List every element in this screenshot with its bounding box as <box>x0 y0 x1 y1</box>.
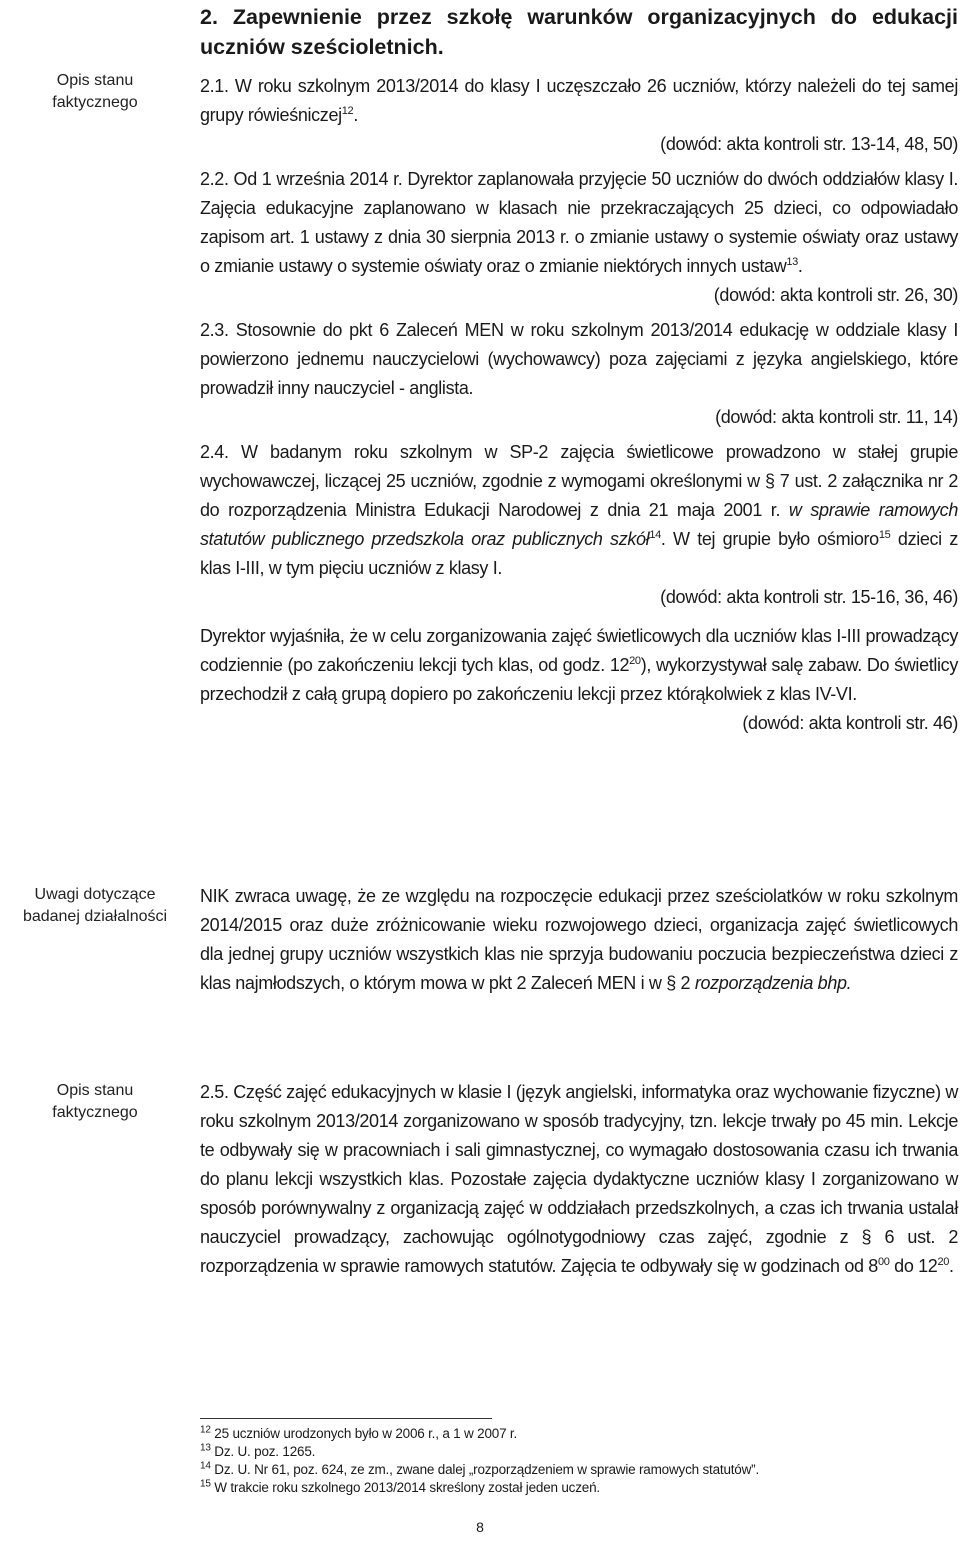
footnote-15: $^{15}$ W trakcie roku szkolnego 2013/2014 skreślony został jeden uczeń. <box>200 1478 600 1495</box>
footnote-separator <box>200 1418 492 1419</box>
main-content-uwagi <box>200 882 958 998</box>
side-label-uwagi: Uwagi dotyczące badanej działalności <box>22 886 168 925</box>
footnotes <box>200 1425 958 1497</box>
italic-act-title: w sprawie ramowych statutów publicznego przedszkola oraz publicznych szkół <box>200 500 958 549</box>
footnote-ref-15[interactable]: 15 <box>878 529 891 541</box>
footnote-13: $^{13}$ Dz. U. poz. 1265. <box>200 1442 316 1459</box>
footnote-ref-14[interactable]: 14 <box>649 529 661 541</box>
side-label-opis-stanu: Opis stanu faktycznego <box>52 72 138 111</box>
footnote-12: $^{12}$ 25 uczniów urodzonych było w 2006 r., a 1 w 2007 r. <box>200 1424 518 1441</box>
main-content-1 <box>200 72 958 738</box>
paragraph-uwagi: NIK zwraca uwagę, że ze względu na rozpoczęcie edukacji przez sześciolatków w roku szkolnym 2014/2015 oraz duże zróżnicowanie wieku rozwojowego dzieci, organizacja zajęć świetlicowych dla jednej grupy uczniów wszystkich klas nie sprzyja budowaniu poczucia bezpieczeństwa dzieci z klas najmłodszych, o którym mowa w pkt 2 Zaleceń MEN i w § 2 rozporządzenia bhp. <box>200 886 958 993</box>
main-content-2-5 <box>200 1078 958 1281</box>
page-number: 8 <box>476 1519 484 1535</box>
paragraph-2-3: 2.3. Stosownie do pkt 6 Zaleceń MEN w roku szkolnym 2013/2014 edukację w oddziale klasy I powierzono jednemu nauczycielowi (wychowawcy) poza zajęciami z języka angielskiego, które prowadził inny nauczyciel - anglista. <box>200 320 958 398</box>
section-heading: 2. Zapewnienie przez szkołę warunków organizacyjnych do edukacji uczniów sześcioletnich. <box>200 5 958 59</box>
footnote-ref-12[interactable]: 12 <box>341 105 354 117</box>
evidence-ref-2-2: (dowód: akta kontroli str. 26, 30) <box>713 285 958 305</box>
side-label-opis-stanu-2: Opis stanu faktycznego <box>52 1082 138 1121</box>
paragraph-2-2: 2.2. Od 1 września 2014 r. Dyrektor zaplanowała przyjęcie 50 uczniów do dwóch oddziałów klasy I. Zajęcia edukacyjne zaplanowano w klasach nie przekraczających 25 dzieci, co odpowiadało zapisom art. 1 ustawy z dnia 30 sierpnia 2013 r. o zmianie ustawy o systemie oświaty oraz ustawy o zmianie ustawy o systemie oświaty oraz o zmianie niektórych innych ustaw$^{13}$. <box>200 169 958 276</box>
evidence-ref-2-4: (dowód: akta kontroli str. 15-16, 36, 46) <box>660 587 958 607</box>
paragraph-2-4: 2.4. W badanym roku szkolnym w SP-2 zajęcia świetlicowe prowadzono w stałej grupie wychowawczej, liczącej 25 uczniów, zgodnie z wymogami określonymi w § 7 ust. 2 załącznika nr 2 do rozporządzenia Ministra Edukacji Narodowej z dnia 21 maja 2001 r. w sprawie ramowych statutów publicznego przedszkola oraz publicznych szkół$^{14}$. W tej grupie było ośmioro$^{15}$ dzieci z klas I-III, w tym pięciu uczniów z klasy I. <box>200 442 958 578</box>
paragraph-director-explanation: Dyrektor wyjaśniła, że w celu zorganizowania zajęć świetlicowych dla uczniów klas I-III prowadzący codziennie (po zakończeniu lekcji tych klas, od godz. $12^{20}$), wykorzystywał salę zabaw. Do świetlicy przechodził z całą grupą dopiero po zakończeniu lekcji przez którąkolwiek z klas IV-VI. <box>200 626 958 704</box>
paragraph-2-1: 2.1. W roku szkolnym 2013/2014 do klasy I uczęszczało 26 uczniów, którzy należeli do tej samej grupy rówieśniczej$^{12}$. <box>200 76 958 125</box>
footnote-14: $^{14}$ Dz. U. Nr 61, poz. 624, ze zm., zwane dalej „rozporządzeniem w sprawie ramowych statutów”. <box>200 1460 760 1477</box>
evidence-ref-2-3: (dowód: akta kontroli str. 11, 14) <box>715 407 958 427</box>
evidence-ref-director: (dowód: akta kontroli str. 46) <box>742 713 958 733</box>
paragraph-2-5: 2.5. Część zajęć edukacyjnych w klasie I (język angielski, informatyka oraz wychowanie fizyczne) w roku szkolnym 2013/2014 zorganizowano w sposób tradycyjny, tzn. lekcje trwały po 45 min. Lekcje te odbywały się w pracowniach i sali gimnastycznej, co wymagało dostosowania czasu ich trwania do planu lekcji wszystkich klas. Pozostałe zajęcia dydaktyczne uczniów klasy I zorganizowano w sposób porównywalny z organizacją zajęć w oddziałach przedszkolnych, a czas ich trwania ustalał nauczyciel prowadzący, zachowując ogólnotygodniowy czas zajęć, zgodnie z § 6 ust. 2 rozporządzenia w sprawie ramowych statutów. Zajęcia te odbywały się w godzinach od $8^{00}$ do $12^{20}$. <box>200 1082 959 1276</box>
footnote-ref-13[interactable]: 13 <box>786 256 798 268</box>
evidence-ref-2-1: (dowód: akta kontroli str. 13-14, 48, 50) <box>660 134 958 154</box>
